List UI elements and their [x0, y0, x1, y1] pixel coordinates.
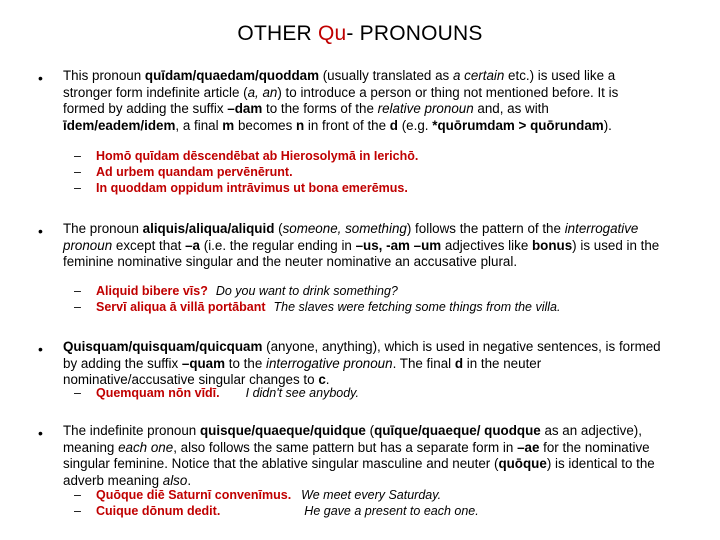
text-run: ) to introduce a person or thing not mentioned before. It is formed by adding the suffix [63, 84, 619, 116]
text-run: – [74, 488, 81, 502]
text-run: , a final [175, 117, 223, 133]
title-text-2: - PRONOUNS [346, 22, 483, 45]
text-run: ( [274, 221, 283, 236]
text-run: Quemquam [96, 386, 165, 400]
text-run: Quisquam/quisquam/quicquam [63, 339, 263, 354]
text-run: – [74, 504, 81, 518]
text-run: Homō [96, 149, 135, 163]
text-run: ) is used in the feminine nominative singular and the neuter nominative an accusative plural. [63, 237, 660, 269]
text-run: – [74, 181, 81, 195]
text-run: – [74, 284, 81, 298]
text-run: – [74, 386, 81, 400]
text-run: (anyone, anything), which is used in negative sentences, is formed by adding the suffix [63, 339, 661, 371]
paragraph-aliquis [63, 221, 663, 271]
text-run: interrogative pronoun [266, 355, 393, 371]
text-run: oppidum intrāvimus ut bona emerēmus. [166, 181, 408, 195]
text-run: ( [365, 423, 375, 438]
text-run: , also follows the same pattern but has a separate form in [173, 439, 518, 455]
title-text-1: OTHER [237, 22, 318, 45]
text-run: pervēnērunt. [213, 165, 293, 179]
text-run: for the nominative singular feminine. Notice that the ablative singular masculine and neuter ( [63, 439, 650, 471]
text-run: – [74, 300, 81, 314]
text-run: to the forms of the [262, 101, 378, 116]
text-run: – [74, 165, 81, 179]
text-run: –dam [227, 101, 263, 116]
text-run: adjectives like [441, 237, 532, 253]
text-run: except that [112, 237, 186, 253]
text-run: becomes [234, 117, 296, 133]
bullet-marker: • [38, 341, 43, 357]
text-run: ) is identical to the adverb meaning [63, 456, 655, 488]
text-run: (e.g. [397, 117, 433, 133]
text-run: quīdam/quaedam/quoddam [144, 68, 319, 83]
text-run: (usually translated as [318, 68, 453, 83]
text-run: He gave a present to each one. [304, 504, 479, 518]
text-run: in the neuter nominative/accusative singular changes to [63, 355, 542, 387]
text-run: quandam [157, 165, 214, 179]
text-run: –us, -am –um [355, 237, 442, 253]
example-quisquam-1 [74, 386, 359, 402]
text-run: someone, something [282, 221, 407, 236]
text-run: each one [118, 439, 174, 455]
text-run: aliquis/aliqua/aliquid [142, 221, 275, 236]
text-run: m [222, 117, 235, 133]
text-run: interrogative pronoun [63, 221, 639, 253]
bullet-marker: • [38, 70, 43, 86]
text-run: dōnum dedit. [138, 504, 221, 518]
text-run: Quōque [96, 488, 144, 502]
text-run: quīdam [134, 149, 180, 163]
text-run: . [187, 472, 192, 488]
example-aliquis-1 [74, 284, 398, 300]
text-run: ā villā portābant [166, 300, 266, 314]
text-run: –a [185, 237, 201, 253]
text-run: –quam [181, 355, 226, 371]
text-run: . The final [392, 355, 455, 371]
text-run: The pronoun [63, 221, 143, 236]
text-run: and, as with [473, 101, 549, 116]
text-run: This pronoun [63, 68, 145, 83]
text-run: ) follows the pattern of the [406, 221, 565, 236]
text-run: diē Saturnī convenīmus. [143, 488, 292, 502]
text-run: quoddam [110, 181, 167, 195]
paragraph-quisquam [63, 339, 663, 389]
text-run: c [318, 372, 326, 387]
text-run: – [74, 149, 81, 163]
text-run: īdem/eadem/idem [63, 117, 176, 133]
paragraph-quisque [63, 423, 663, 489]
text-run: dēscendēbat ab Hierosolymā in Ierichō. [179, 149, 419, 163]
example-quisque-2 [74, 504, 479, 520]
text-run: nōn vīdī. [164, 386, 220, 400]
text-run: relative pronoun [377, 101, 474, 116]
text-run: The indefinite pronoun [63, 423, 200, 438]
text-run: –ae [517, 439, 540, 455]
text-run: bonus [532, 237, 573, 253]
text-run: to the [225, 355, 266, 371]
example-aliquis-2 [74, 300, 560, 316]
text-run: etc.) is used like a stronger form indefinite article ( [63, 68, 616, 100]
text-run: . [325, 372, 330, 387]
paragraph-quidam [63, 68, 663, 134]
text-run: Cuique [96, 504, 139, 518]
text-run: a certain [452, 68, 505, 83]
bullet-marker: • [38, 425, 43, 441]
text-run: We meet every Saturday. [301, 488, 442, 502]
text-run: Ad urbem [96, 165, 158, 179]
bullet-marker: • [38, 223, 43, 239]
text-run: bibere vīs? [138, 284, 208, 298]
text-run: d [454, 355, 464, 371]
text-run: ). [603, 117, 612, 133]
text-run: In [96, 181, 111, 195]
text-run: I didn't see anybody. [245, 386, 359, 400]
text-run: also [162, 472, 188, 488]
text-run: Aliquid [96, 284, 139, 298]
text-run: (i.e. the regular ending in [200, 237, 356, 253]
title-text-highlight: Qu [317, 22, 347, 45]
example-quidam-1 [74, 149, 418, 165]
example-quidam-3 [74, 181, 408, 197]
text-run: n [296, 117, 305, 133]
text-run: aliqua [130, 300, 167, 314]
text-run: quisque/quaeque/quidque [199, 423, 366, 438]
text-run: quīque/quaeque/ quodque [374, 423, 541, 438]
text-run: a, an [247, 84, 278, 100]
page-title [0, 22, 720, 46]
text-run: The slaves were fetching some things from the villa. [273, 300, 561, 314]
text-run: Do you want to drink something? [215, 284, 398, 298]
text-run: as an adjective), meaning [63, 423, 642, 455]
text-run: *quōrumdam > quōrundam [432, 117, 604, 133]
example-quidam-2 [74, 165, 293, 181]
text-run: in front of the [304, 117, 390, 133]
text-run: Servī [96, 300, 131, 314]
text-run: quōque [498, 456, 547, 471]
example-quisque-1 [74, 488, 441, 504]
text-run: d [389, 117, 398, 133]
